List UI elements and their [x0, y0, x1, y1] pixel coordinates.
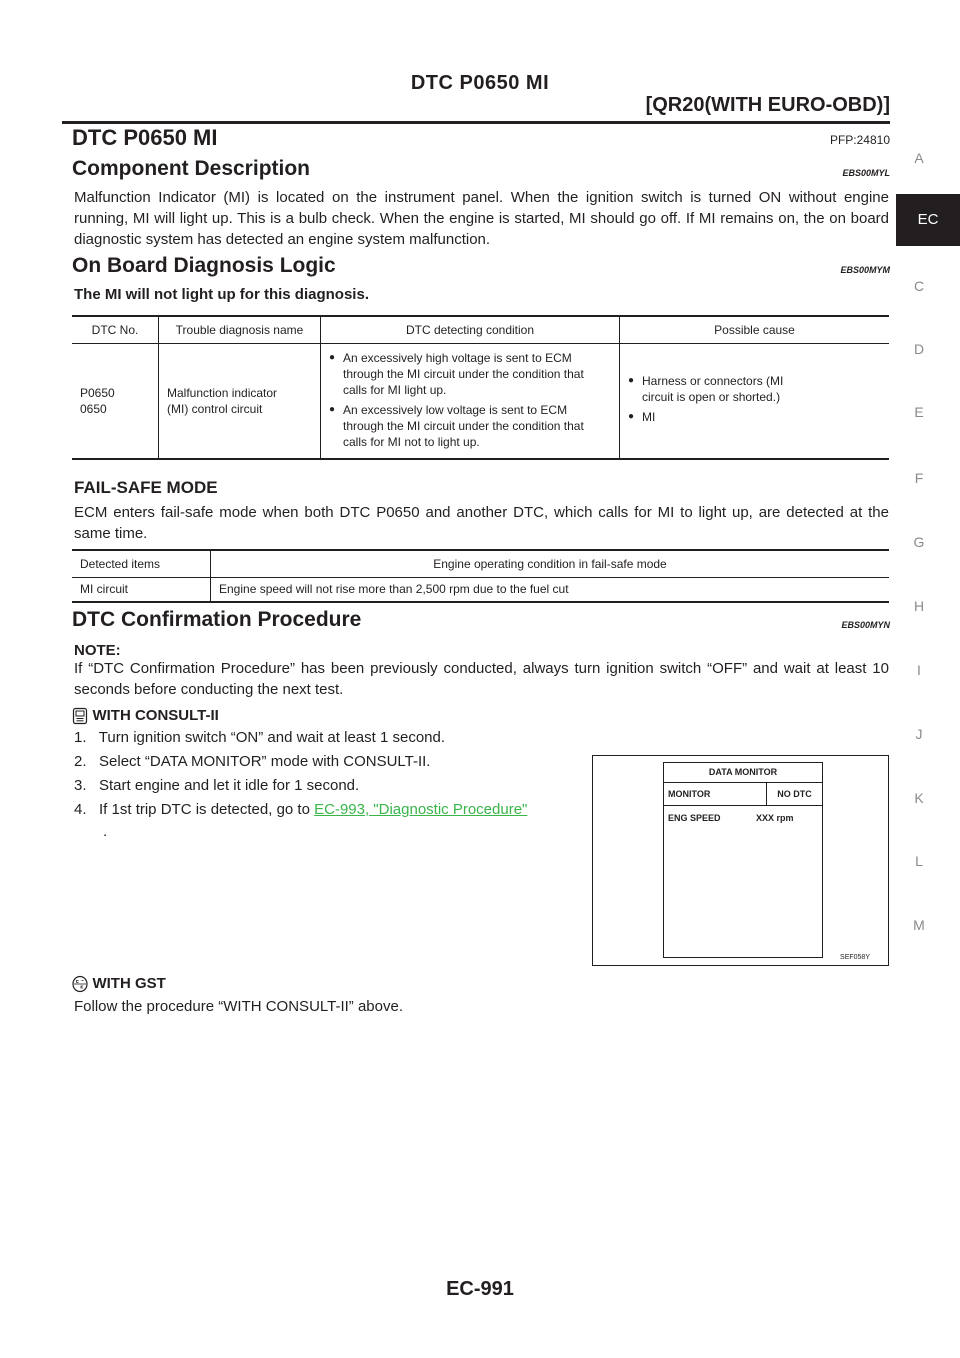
step-4-end: . — [103, 823, 108, 840]
note-label: NOTE: — [74, 642, 121, 659]
monitor-screen-columns — [664, 783, 822, 806]
dtc-table-dtc-cell — [72, 343, 159, 459]
side-index-j[interactable]: J — [915, 726, 923, 742]
failsafe-header-items: Detected items — [72, 550, 211, 577]
step-4-text: 4. If 1st trip DTC is detected, go to — [74, 801, 315, 818]
failsafe-row-item: MI circuit — [72, 577, 211, 602]
side-index-e[interactable]: E — [914, 404, 924, 420]
page-header-subtitle: [QR20(WITH EURO-OBD)] — [645, 94, 890, 116]
gst-icon — [72, 975, 88, 993]
dtc-table-condition-cell — [321, 343, 620, 459]
dtc-table-header-dtc: DTC No. — [72, 316, 159, 343]
consult-icon — [72, 707, 88, 725]
monitor-col-label: MONITOR — [664, 783, 767, 805]
obd-logic-note: The MI will not light up for this diagnosis. — [74, 286, 369, 303]
dtc-table-name-cell — [159, 343, 321, 459]
step-4 — [74, 801, 527, 818]
dtc-table — [72, 315, 889, 460]
main-title: DTC P0650 MI — [72, 125, 218, 150]
side-index-f[interactable]: F — [914, 470, 924, 486]
step-1: 1. Turn ignition switch “ON” and wait at least 1 second. — [74, 729, 446, 746]
side-index-a[interactable]: A — [914, 150, 924, 166]
component-description-code: EBS00MYL — [842, 168, 890, 178]
failsafe-row-condition: Engine speed will not rise more than 2,500 rpm due to the fuel cut — [219, 582, 569, 597]
monitor-row-label: ENG SPEED — [668, 813, 721, 823]
component-description-heading: Component Description — [72, 157, 311, 180]
condition-item-1: ● An excessively high voltage is sent to ECM through the MI circuit under the condition that calls for MI light up. — [329, 350, 611, 398]
failsafe-heading: FAIL-SAFE MODE — [74, 478, 218, 497]
side-index-m[interactable]: M — [913, 917, 925, 933]
consult-section-label — [72, 707, 219, 725]
diagnostic-procedure-link[interactable]: EC-993, "Diagnostic Procedure" — [314, 801, 528, 818]
obd-logic-heading: On Board Diagnosis Logic — [72, 254, 336, 277]
figure-id: SEF058Y — [840, 954, 870, 961]
confirmation-heading: DTC Confirmation Procedure — [72, 608, 362, 631]
side-index-g[interactable]: G — [913, 534, 925, 550]
cause-item-2: ● MI — [628, 409, 881, 425]
note-text: If “DTC Confirmation Procedure” has been previously conducted, always turn ignition switch “OFF” and wait at least 10 seconds before conducting the next test. — [74, 660, 889, 698]
monitor-screen — [663, 762, 823, 958]
side-index-c[interactable]: C — [913, 278, 925, 294]
confirmation-code: EBS00MYN — [841, 620, 890, 630]
side-index-i[interactable]: I — [917, 662, 921, 678]
component-description-text: Malfunction Indicator (MI) is located on the instrument panel. When the ignition switch is turned ON without engine running, MI will light up. This is a bulb check. When the engine is started, MI should go off. If MI remains on, the on board diagnostic system has detected an engine system malfunction. — [74, 189, 889, 248]
condition-item-2: ● An excessively low voltage is sent to ECM through the MI circuit under the condition that calls for MI not to light up. — [329, 402, 611, 450]
dtc-code-1: P0650 — [80, 385, 115, 400]
monitor-col-status: NO DTC — [777, 789, 812, 799]
part-number: PFP:24810 — [829, 133, 890, 147]
dtc-table-header-cause: Possible cause — [714, 322, 795, 337]
data-monitor-figure — [592, 755, 889, 966]
failsafe-header-condition: Engine operating condition in fail-safe mode — [433, 556, 667, 571]
cause-item-1: ● Harness or connectors (MI circuit is open or shorted.) — [628, 373, 817, 405]
side-index-h[interactable]: H — [913, 598, 925, 614]
diagnosis-name-line-2: (MI) control circuit — [167, 401, 263, 416]
monitor-screen-title: DATA MONITOR — [664, 763, 822, 783]
step-2: 2. Select “DATA MONITOR” mode with CONSULT-II. — [74, 753, 431, 770]
obd-logic-code: EBS00MYM — [840, 265, 890, 275]
side-index-ec-active[interactable]: EC — [896, 194, 960, 246]
step-3: 3. Start engine and let it idle for 1 second. — [74, 777, 360, 794]
page-header-title: DTC P0650 MI — [410, 72, 550, 94]
monitor-row-eng-speed — [664, 806, 822, 823]
consult-label: WITH CONSULT-II — [92, 707, 219, 725]
dtc-table-header-name: Trouble diagnosis name — [159, 316, 321, 343]
gst-section-label — [72, 975, 166, 993]
side-index-d[interactable]: D — [913, 341, 925, 357]
dtc-table-cause-cell — [620, 343, 890, 459]
dtc-code-2: 0650 — [80, 401, 107, 416]
dtc-table-header-condition: DTC detecting condition — [321, 316, 620, 343]
gst-label: WITH GST — [92, 975, 166, 993]
failsafe-table — [72, 549, 889, 603]
side-index-l[interactable]: L — [915, 853, 923, 869]
monitor-row-value: XXX rpm — [756, 813, 794, 823]
diagnosis-name-line-1: Malfunction indicator — [167, 385, 278, 400]
gst-text: Follow the procedure “WITH CONSULT-II” above. — [74, 998, 403, 1015]
side-index-k[interactable]: K — [914, 790, 924, 806]
failsafe-text: ECM enters fail-safe mode when both DTC P0650 and another DTC, which calls for MI to light up, are detected at the same time. — [74, 504, 889, 542]
header-rule — [62, 121, 890, 124]
page-number: EC-991 — [446, 1278, 514, 1300]
